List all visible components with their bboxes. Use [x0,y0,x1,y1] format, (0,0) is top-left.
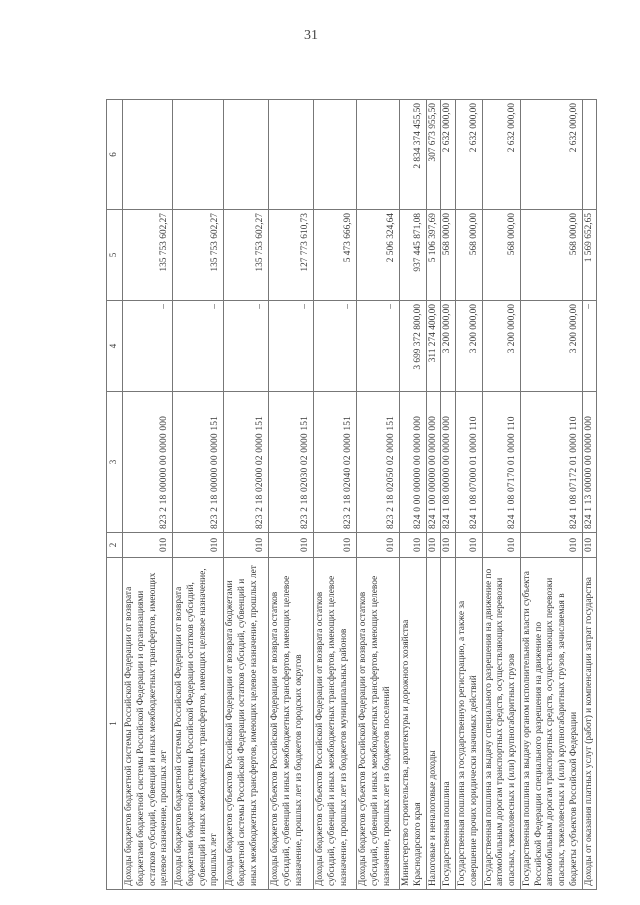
row-value-col5: 127 773 610,73 [269,210,314,301]
column-header: 1 [107,558,123,890]
row-value-col6 [173,100,224,210]
row-name: Государственная пошлина за выдачу специального разрешения на движение по автомобильным дорогам транспортных средств, осуществляющих перевозки опасных, тяжеловесных и (или) крупногабаритных грузов [482,558,520,890]
table-row [314,100,357,890]
row-code-010: 010 [224,533,269,558]
row-value-col4: – [314,301,357,392]
row-value-col4: – [582,301,597,392]
table-row [400,100,427,890]
row-kbk-code: 823 2 18 02040 02 0000 151 [314,392,357,533]
row-value-col4: 3 200 000,00 [441,301,456,392]
column-header: 3 [107,392,123,533]
row-value-col6 [123,100,173,210]
row-value-col6 [357,100,400,210]
rotated-page-content [106,100,611,890]
column-header: 4 [107,301,123,392]
row-name: Доходы бюджетов субъектов Российской Федерации от возврата бюджетами бюджетной системы Российской Федерации остатков субсидий, субвенций и иных межбюджетных трансфертов, имеющих целевое назначение, прошлых лет [224,558,269,890]
row-kbk-code: 823 2 18 02050 02 0000 151 [357,392,400,533]
row-code-010: 010 [400,533,427,558]
row-value-col6 [582,100,597,210]
row-name: Доходы бюджетов бюджетной системы Российской Федерации от возврата бюджетами бюджетной системы Российской Федерации и организациями остатков субсидий, субвенций и иных межбюджетных трансфертов, имеющих целевое назначение, прошлых лет [123,558,173,890]
row-value-col5: 568 000,00 [456,210,483,301]
table-row [441,100,456,890]
row-value-col6 [224,100,269,210]
row-kbk-code: 823 2 18 02030 02 0000 151 [269,392,314,533]
table-row [224,100,269,890]
row-code-010: 010 [520,533,582,558]
column-header: 6 [107,100,123,210]
table-row [426,100,441,890]
table-row [520,100,582,890]
row-value-col5: 5 106 397,69 [426,210,441,301]
row-value-col6: 2 632 000,00 [456,100,483,210]
row-name: Доходы бюджетов субъектов Российской Федерации от возврата остатков субсидий, субвенций и иных межбюджетных трансфертов, имеющих целевое назначение, прошлых лет из бюджетов городских округов [269,558,314,890]
row-code-010: 010 [441,533,456,558]
row-code-010: 010 [482,533,520,558]
row-value-col4: 3 200 000,00 [482,301,520,392]
row-value-col6: 2 632 000,00 [482,100,520,210]
row-kbk-code: 824 1 08 00000 00 0000 000 [441,392,456,533]
row-kbk-code: 824 1 08 07170 01 0000 110 [482,392,520,533]
row-value-col5: 2 506 324,64 [357,210,400,301]
row-value-col6: 2 632 000,00 [441,100,456,210]
row-value-col6 [314,100,357,210]
row-kbk-code: 823 2 18 00000 00 0000 000 [123,392,173,533]
row-value-col6: 2 632 000,00 [520,100,582,210]
column-number-row [107,100,123,890]
row-value-col4: – [269,301,314,392]
row-value-col5: 135 753 602,27 [224,210,269,301]
row-value-col4: – [173,301,224,392]
row-kbk-code: 823 2 18 02000 02 0000 151 [224,392,269,533]
table-row [269,100,314,890]
row-value-col4: – [224,301,269,392]
budget-table [106,99,597,890]
row-code-010: 010 [582,533,597,558]
table-row [357,100,400,890]
row-value-col6 [269,100,314,210]
row-value-col4: – [123,301,173,392]
table-row [582,100,597,890]
row-value-col6: 307 673 955,50 [426,100,441,210]
table-row [456,100,483,890]
row-value-col5: 568 000,00 [520,210,582,301]
table-row [173,100,224,890]
row-value-col5: 937 445 871,08 [400,210,427,301]
row-code-010: 010 [269,533,314,558]
row-value-col5: 1 569 652,65 [582,210,597,301]
column-header: 2 [107,533,123,558]
row-code-010: 010 [173,533,224,558]
row-code-010: 010 [426,533,441,558]
row-code-010: 010 [123,533,173,558]
row-value-col5: 5 473 666,90 [314,210,357,301]
row-name: Государственная пошлина [441,558,456,890]
row-value-col4: 3 699 372 800,00 [400,301,427,392]
row-kbk-code: 824 0 00 00000 00 0000 000 [400,392,427,533]
row-value-col5: 135 753 602,27 [173,210,224,301]
row-name: Государственная пошлина за государственную регистрацию, а также за совершение прочих юридически значимых действий [456,558,483,890]
row-value-col4: – [357,301,400,392]
row-name: Государственная пошлина за выдачу органом исполнительной власти субъекта Российской Федерации специального разрешения на движение по автомобильным дорогам транспортных средств, осуществляющих перевозки опасных, тяжеловесных и (или) крупногабаритных грузов, зачисляемая в бюджеты субъектов Российской Федерации [520,558,582,890]
row-name: Доходы бюджетов субъектов Российской Федерации от возврата остатков субсидий, субвенций и иных межбюджетных трансфертов, имеющих целевое назначение, прошлых лет из бюджетов поселений [357,558,400,890]
row-name: Доходы бюджетов бюджетной системы Российской Федерации от возврата бюджетами бюджетной системы Российской Федерации остатков субсидий, субвенций и иных межбюджетных трансфертов, имеющих целевое назначение, прошлых лет [173,558,224,890]
row-value-col6: 2 834 374 455,50 [400,100,427,210]
row-value-col4: 311 274 400,00 [426,301,441,392]
row-code-010: 010 [456,533,483,558]
row-value-col4: 3 200 000,00 [456,301,483,392]
column-header: 5 [107,210,123,301]
row-name: Доходы от оказания платных услуг (работ) и компенсации затрат государства [582,558,597,890]
row-kbk-code: 824 1 08 07000 01 0000 110 [456,392,483,533]
page-number: 31 [304,28,318,43]
row-kbk-code: 824 1 08 07172 01 0000 110 [520,392,582,533]
row-value-col5: 135 753 602,27 [123,210,173,301]
row-value-col4: 3 200 000,00 [520,301,582,392]
table-row [482,100,520,890]
row-code-010: 010 [357,533,400,558]
row-kbk-code: 823 2 18 00000 00 0000 151 [173,392,224,533]
table-row [123,100,173,890]
row-kbk-code: 824 1 00 00000 00 0000 000 [426,392,441,533]
row-kbk-code: 824 1 13 00000 00 0000 000 [582,392,597,533]
row-name: Налоговые и неналоговые доходы [426,558,441,890]
row-value-col5: 568 000,00 [482,210,520,301]
row-name: Министерство строительства, архитектуры и дорожного хозяйства Краснодарского края [400,558,427,890]
row-code-010: 010 [314,533,357,558]
row-name: Доходы бюджетов субъектов Российской Федерации от возврата остатков субсидий, субвенций и иных межбюджетных трансфертов, имеющих целевое назначение, прошлых лет из бюджетов муниципальных районов [314,558,357,890]
row-value-col5: 568 000,00 [441,210,456,301]
